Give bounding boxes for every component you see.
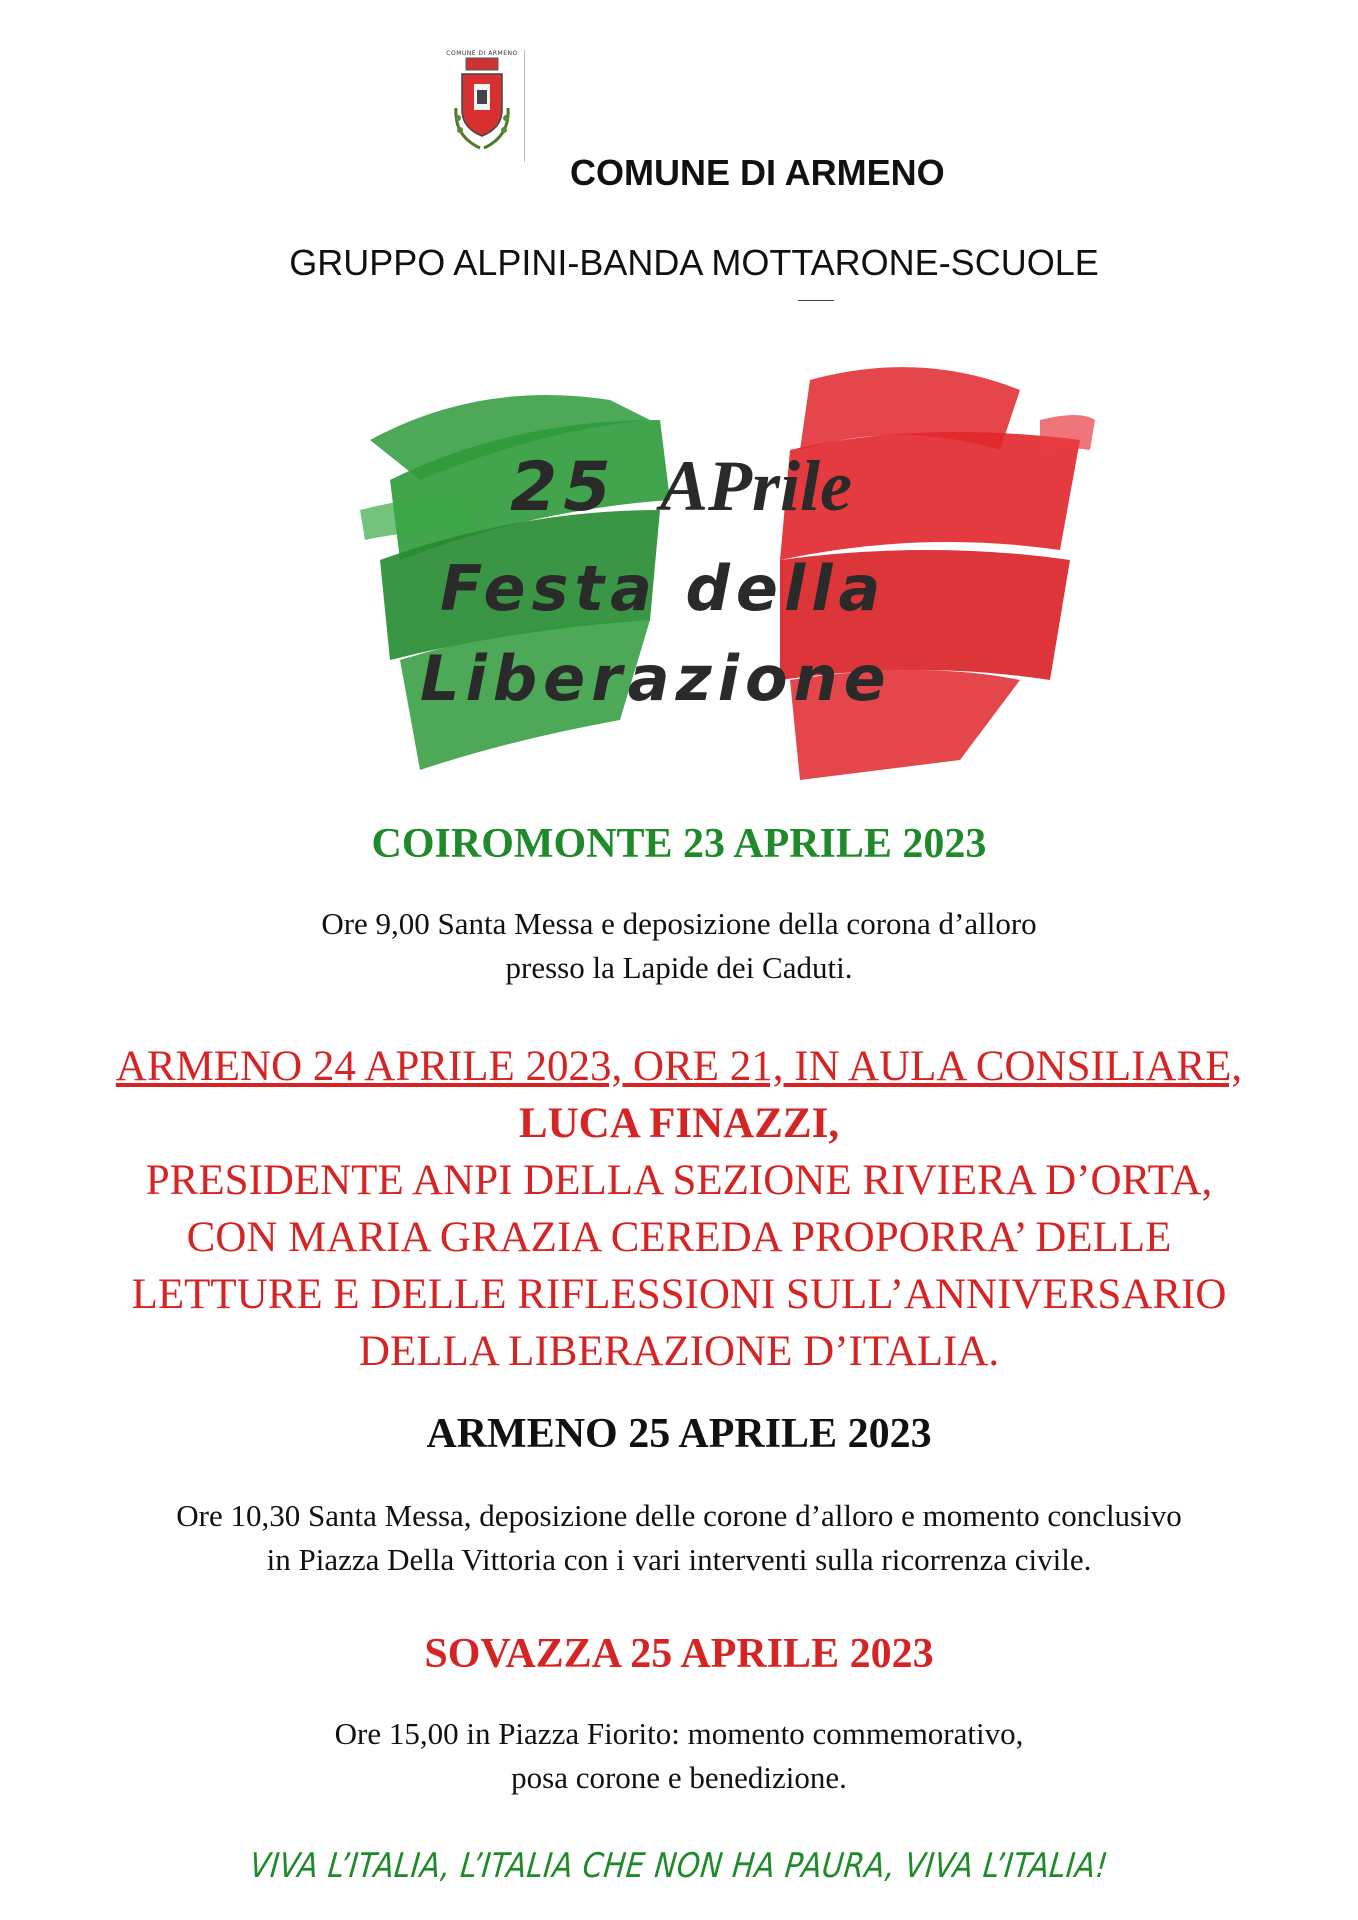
coiromonte-heading: COIROMONTE 23 APRILE 2023 bbox=[371, 821, 987, 867]
armeno-24-line-3: PRESIDENTE ANPI DELLA SEZIONE RIVIERA D’ORTA, bbox=[145, 1157, 1213, 1204]
armeno-25-details bbox=[0, 1494, 1358, 1582]
armeno-24-line-6: DELLA LIBERAZIONE D’ITALIA. bbox=[358, 1328, 1000, 1375]
crest-divider bbox=[524, 50, 525, 162]
armeno-24-line-5: LETTURE E DELLE RIFLESSIONI SULL’ANNIVERSARIO bbox=[131, 1271, 1227, 1318]
armeno-25-line-1: Ore 10,30 Santa Messa, deposizione delle corone d’alloro e momento conclusivo bbox=[176, 1498, 1182, 1533]
coat-of-arms-icon bbox=[440, 48, 524, 160]
organizers-line: GRUPPO ALPINI-BANDA MOTTARONE-SCUOLE bbox=[289, 242, 1099, 283]
sovazza-heading: SOVAZZA 25 APRILE 2023 bbox=[424, 1631, 934, 1677]
coiromonte-line-2: presso la Lapide dei Caduti. bbox=[505, 950, 853, 985]
armeno-25-heading: ARMENO 25 APRILE 2023 bbox=[426, 1411, 932, 1457]
festa-liberazione-banner bbox=[360, 360, 1095, 790]
separator-dash bbox=[798, 300, 834, 301]
armeno-24-line-4: CON MARIA GRAZIA CEREDA PROPORRA’ DELLE bbox=[186, 1214, 1172, 1261]
armeno-24-speaker: LUCA FINAZZI, bbox=[518, 1100, 840, 1147]
armeno-24-line-1: ARMENO 24 APRILE 2023, ORE 21, IN AULA CONSILIARE, bbox=[115, 1043, 1243, 1090]
coiromonte-details bbox=[0, 902, 1358, 990]
armeno-24-block bbox=[0, 1038, 1358, 1380]
banner-number: 25 bbox=[510, 448, 617, 527]
sovazza-details bbox=[0, 1712, 1358, 1800]
sovazza-line-1: Ore 15,00 in Piazza Fiorito: momento commemorativo, bbox=[334, 1716, 1024, 1751]
closing-slogan: VIVA L’ITALIA, L’ITALIA CHE NON HA PAURA, VIVA L’ITALIA! bbox=[247, 1846, 1111, 1886]
coiromonte-line-1: Ore 9,00 Santa Messa e deposizione della corona d’alloro bbox=[321, 906, 1037, 941]
banner-month: APrile bbox=[660, 446, 852, 526]
banner-liberazione: Liberazione bbox=[420, 642, 892, 715]
municipality-title: COMUNE DI ARMENO bbox=[570, 152, 945, 193]
sovazza-line-2: posa corone e benedizione. bbox=[511, 1760, 847, 1795]
crest-caption: COMUNE DI ARMENO bbox=[446, 50, 518, 57]
armeno-25-line-2: in Piazza Della Vittoria con i vari interventi sulla ricorrenza civile. bbox=[266, 1542, 1092, 1577]
banner-festa: Festa della bbox=[440, 552, 887, 625]
